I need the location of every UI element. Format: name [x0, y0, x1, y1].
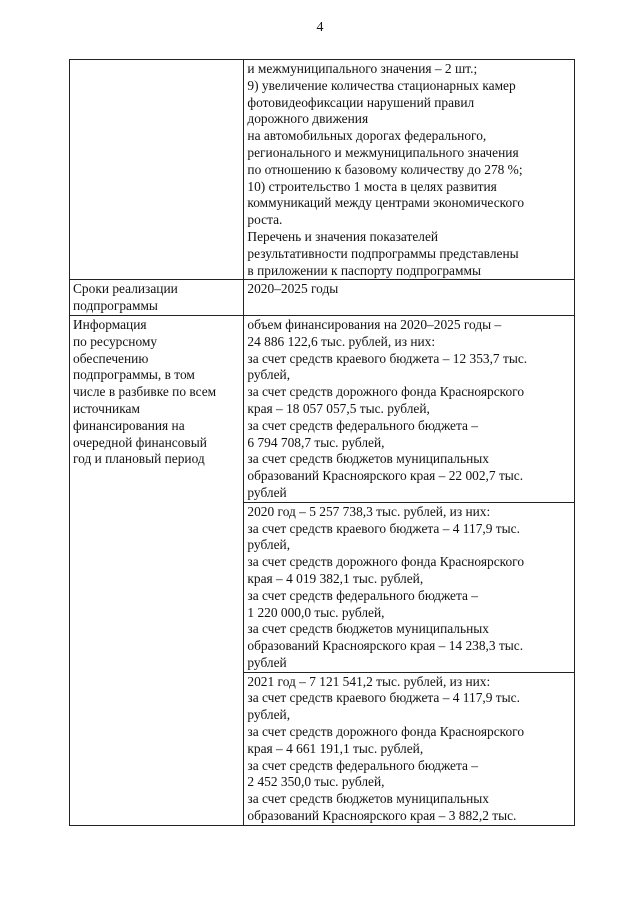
- value-line: рублей: [247, 654, 287, 670]
- value-line: регионального и межмуниципального значения: [247, 144, 519, 160]
- label-line: подпрограммы: [73, 298, 158, 314]
- value-line: за счет средств дорожного фонда Красноярского: [247, 384, 525, 400]
- value-line: края – 18 057 057,5 тыс. рублей,: [247, 400, 430, 416]
- row-value-cell: [244, 502, 575, 672]
- value-line: за счет средств дорожного фонда Красноярского: [247, 554, 525, 570]
- value-line: 2 452 350,0 тыс. рублей,: [247, 774, 385, 790]
- value-line: 10) строительство 1 моста в целях развития: [247, 178, 497, 194]
- row-value-cell: [244, 280, 575, 316]
- value-line: 6 794 708,7 тыс. рублей,: [247, 434, 385, 450]
- value-line: за счет средств краевого бюджета – 4 117,9 тыс.: [247, 520, 520, 536]
- value-line: объем финансирования на 2020–2025 годы –: [247, 316, 502, 332]
- value-line: образований Красноярского края – 22 002,7 тыс.: [247, 468, 524, 484]
- value-line: роста.: [247, 212, 283, 228]
- value-line: за счет средств федерального бюджета –: [247, 587, 479, 603]
- value-line: образований Красноярского края – 14 238,3 тыс.: [247, 638, 524, 654]
- value-line: дорожного движения: [247, 111, 369, 127]
- value-line: края – 4 019 382,1 тыс. рублей,: [247, 570, 424, 586]
- value-line: рублей,: [247, 537, 291, 553]
- value-line: образований Красноярского края – 3 882,2 тыс.: [247, 808, 517, 824]
- table-row: [70, 60, 575, 280]
- value-line: за счет средств бюджетов муниципальных: [247, 791, 489, 807]
- row-value-cell: [244, 315, 575, 502]
- value-line: рублей,: [247, 367, 291, 383]
- value-line: результативности подпрограммы представлены: [247, 245, 519, 261]
- value-line: по отношению к базовому количеству до 278 %;: [247, 161, 523, 177]
- value-line: 2021 год – 7 121 541,2 тыс. рублей, из них:: [247, 673, 491, 689]
- row-label-cell: [70, 60, 244, 280]
- page-number: 4: [316, 20, 324, 35]
- label-line: подпрограммы, в том: [73, 367, 195, 383]
- label-line: по ресурсному: [73, 333, 158, 349]
- label-line: числе в разбивке по всем: [73, 384, 217, 400]
- label-line: очередной финансовый: [73, 434, 207, 450]
- value-line: в приложении к паспорту подпрограммы: [247, 262, 481, 278]
- value-line: рублей: [247, 484, 287, 500]
- value-line: на автомобильных дорогах федерального,: [247, 128, 487, 144]
- value-line: 1 220 000,0 тыс. рублей,: [247, 604, 385, 620]
- value-line: за счет средств краевого бюджета – 4 117,9 тыс.: [247, 690, 520, 706]
- value-line: за счет средств краевого бюджета – 12 353,7 тыс.: [247, 350, 528, 366]
- table-body: [70, 60, 575, 826]
- value-line: Перечень и значения показателей: [247, 228, 439, 244]
- value-line: за счет средств бюджетов муниципальных: [247, 451, 489, 467]
- label-line: год и плановый период: [73, 451, 205, 467]
- value-line: фотовидеофиксации нарушений правил: [247, 94, 475, 110]
- value-line: 24 886 122,6 тыс. рублей, из них:: [247, 333, 436, 349]
- value-line: за счет средств федерального бюджета –: [247, 417, 479, 433]
- label-line: финансирования на: [73, 417, 185, 433]
- label-line: Сроки реализации: [73, 281, 178, 297]
- row-value-cell: [244, 60, 575, 280]
- table-row: [70, 280, 575, 316]
- label-line: источникам: [73, 400, 140, 416]
- value-line: 9) увеличение количества стационарных камер: [247, 77, 516, 93]
- value-line: и межмуниципального значения – 2 шт.;: [247, 61, 478, 76]
- table-row: [70, 315, 575, 502]
- row-value-cell: [244, 672, 575, 825]
- value-line: 2020 год – 5 257 738,3 тыс. рублей, из них:: [247, 503, 491, 519]
- passport-table: [69, 59, 575, 826]
- row-label-cell: [70, 280, 244, 316]
- value-line: коммуникаций между центрами экономического: [247, 195, 525, 211]
- label-line: Информация: [73, 316, 147, 332]
- value-line: за счет средств бюджетов муниципальных: [247, 621, 489, 637]
- value-line: за счет средств федерального бюджета –: [247, 757, 479, 773]
- value-line: рублей,: [247, 707, 291, 723]
- value-line: 2020–2025 годы: [247, 281, 339, 297]
- value-line: края – 4 661 191,1 тыс. рублей,: [247, 740, 424, 756]
- row-label-cell: [70, 315, 244, 825]
- label-line: обеспечению: [73, 350, 149, 366]
- value-line: за счет средств дорожного фонда Красноярского: [247, 724, 525, 740]
